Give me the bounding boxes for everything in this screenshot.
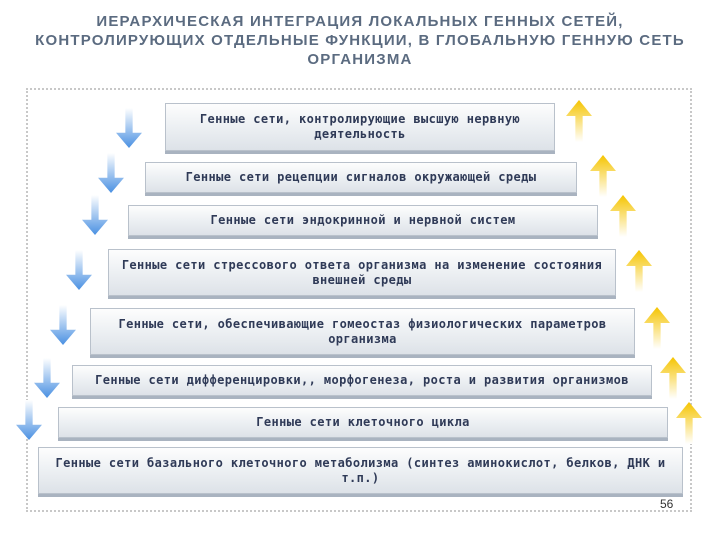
arrow-up-icon — [566, 100, 592, 147]
arrow-down-icon — [116, 108, 142, 153]
hierarchy-level-label: Генные сети рецепции сигналов окружающей среды — [185, 170, 537, 184]
arrow-down-icon — [98, 153, 124, 198]
hierarchy-level-label: Генные сети базального клеточного метаболизма (синтез аминокислот, белков, ДНК и т.п.) — [55, 455, 666, 485]
hierarchy-level-label: Генные сети эндокринной и нервной систем — [210, 213, 516, 227]
hierarchy-level-label: Генные сети дифференцировки,, морфогенеза, роста и развития организмов — [95, 373, 629, 387]
hierarchy-level-8 — [38, 447, 683, 494]
page-number: 56 — [660, 497, 674, 511]
arrow-up-icon — [610, 195, 636, 242]
hierarchy-level-2 — [145, 162, 577, 193]
hierarchy-level-1 — [165, 103, 555, 151]
hierarchy-level-5 — [90, 308, 635, 355]
hierarchy-level-label: Генные сети, контролирующие высшую нервную деятельность — [199, 112, 521, 141]
arrow-down-icon — [50, 305, 76, 350]
arrow-up-icon — [660, 357, 686, 404]
hierarchy-level-3 — [128, 205, 598, 236]
hierarchy-level-6 — [72, 365, 652, 396]
hierarchy-level-7 — [58, 407, 668, 438]
arrow-down-icon — [16, 400, 42, 445]
hierarchy-level-label: Генные сети клеточного цикла — [256, 415, 470, 429]
arrow-down-icon — [66, 250, 92, 295]
hierarchy-level-label: Генные сети стрессового ответа организма на изменение состояния внешней среды — [121, 257, 603, 287]
arrow-down-icon — [82, 195, 108, 240]
arrow-up-icon — [676, 402, 702, 449]
arrow-up-icon — [626, 250, 652, 297]
page-title: ИЕРАРХИЧЕСКАЯ ИНТЕГРАЦИЯ ЛОКАЛЬНЫХ ГЕННЫХ СЕТЕЙ, КОНТРОЛИРУЮЩИХ ОТДЕЛЬНЫЕ ФУНКЦИИ, В ГЛОБАЛЬНУЮ ГЕННУЮ СЕТЬ ОРГАНИЗМА — [35, 13, 685, 68]
hierarchy-level-4 — [108, 249, 616, 296]
arrow-up-icon — [644, 307, 670, 354]
arrow-down-icon — [34, 358, 60, 403]
hierarchy-level-label: Генные сети, обеспечивающие гомеостаз физиологических параметров организма — [118, 316, 607, 346]
